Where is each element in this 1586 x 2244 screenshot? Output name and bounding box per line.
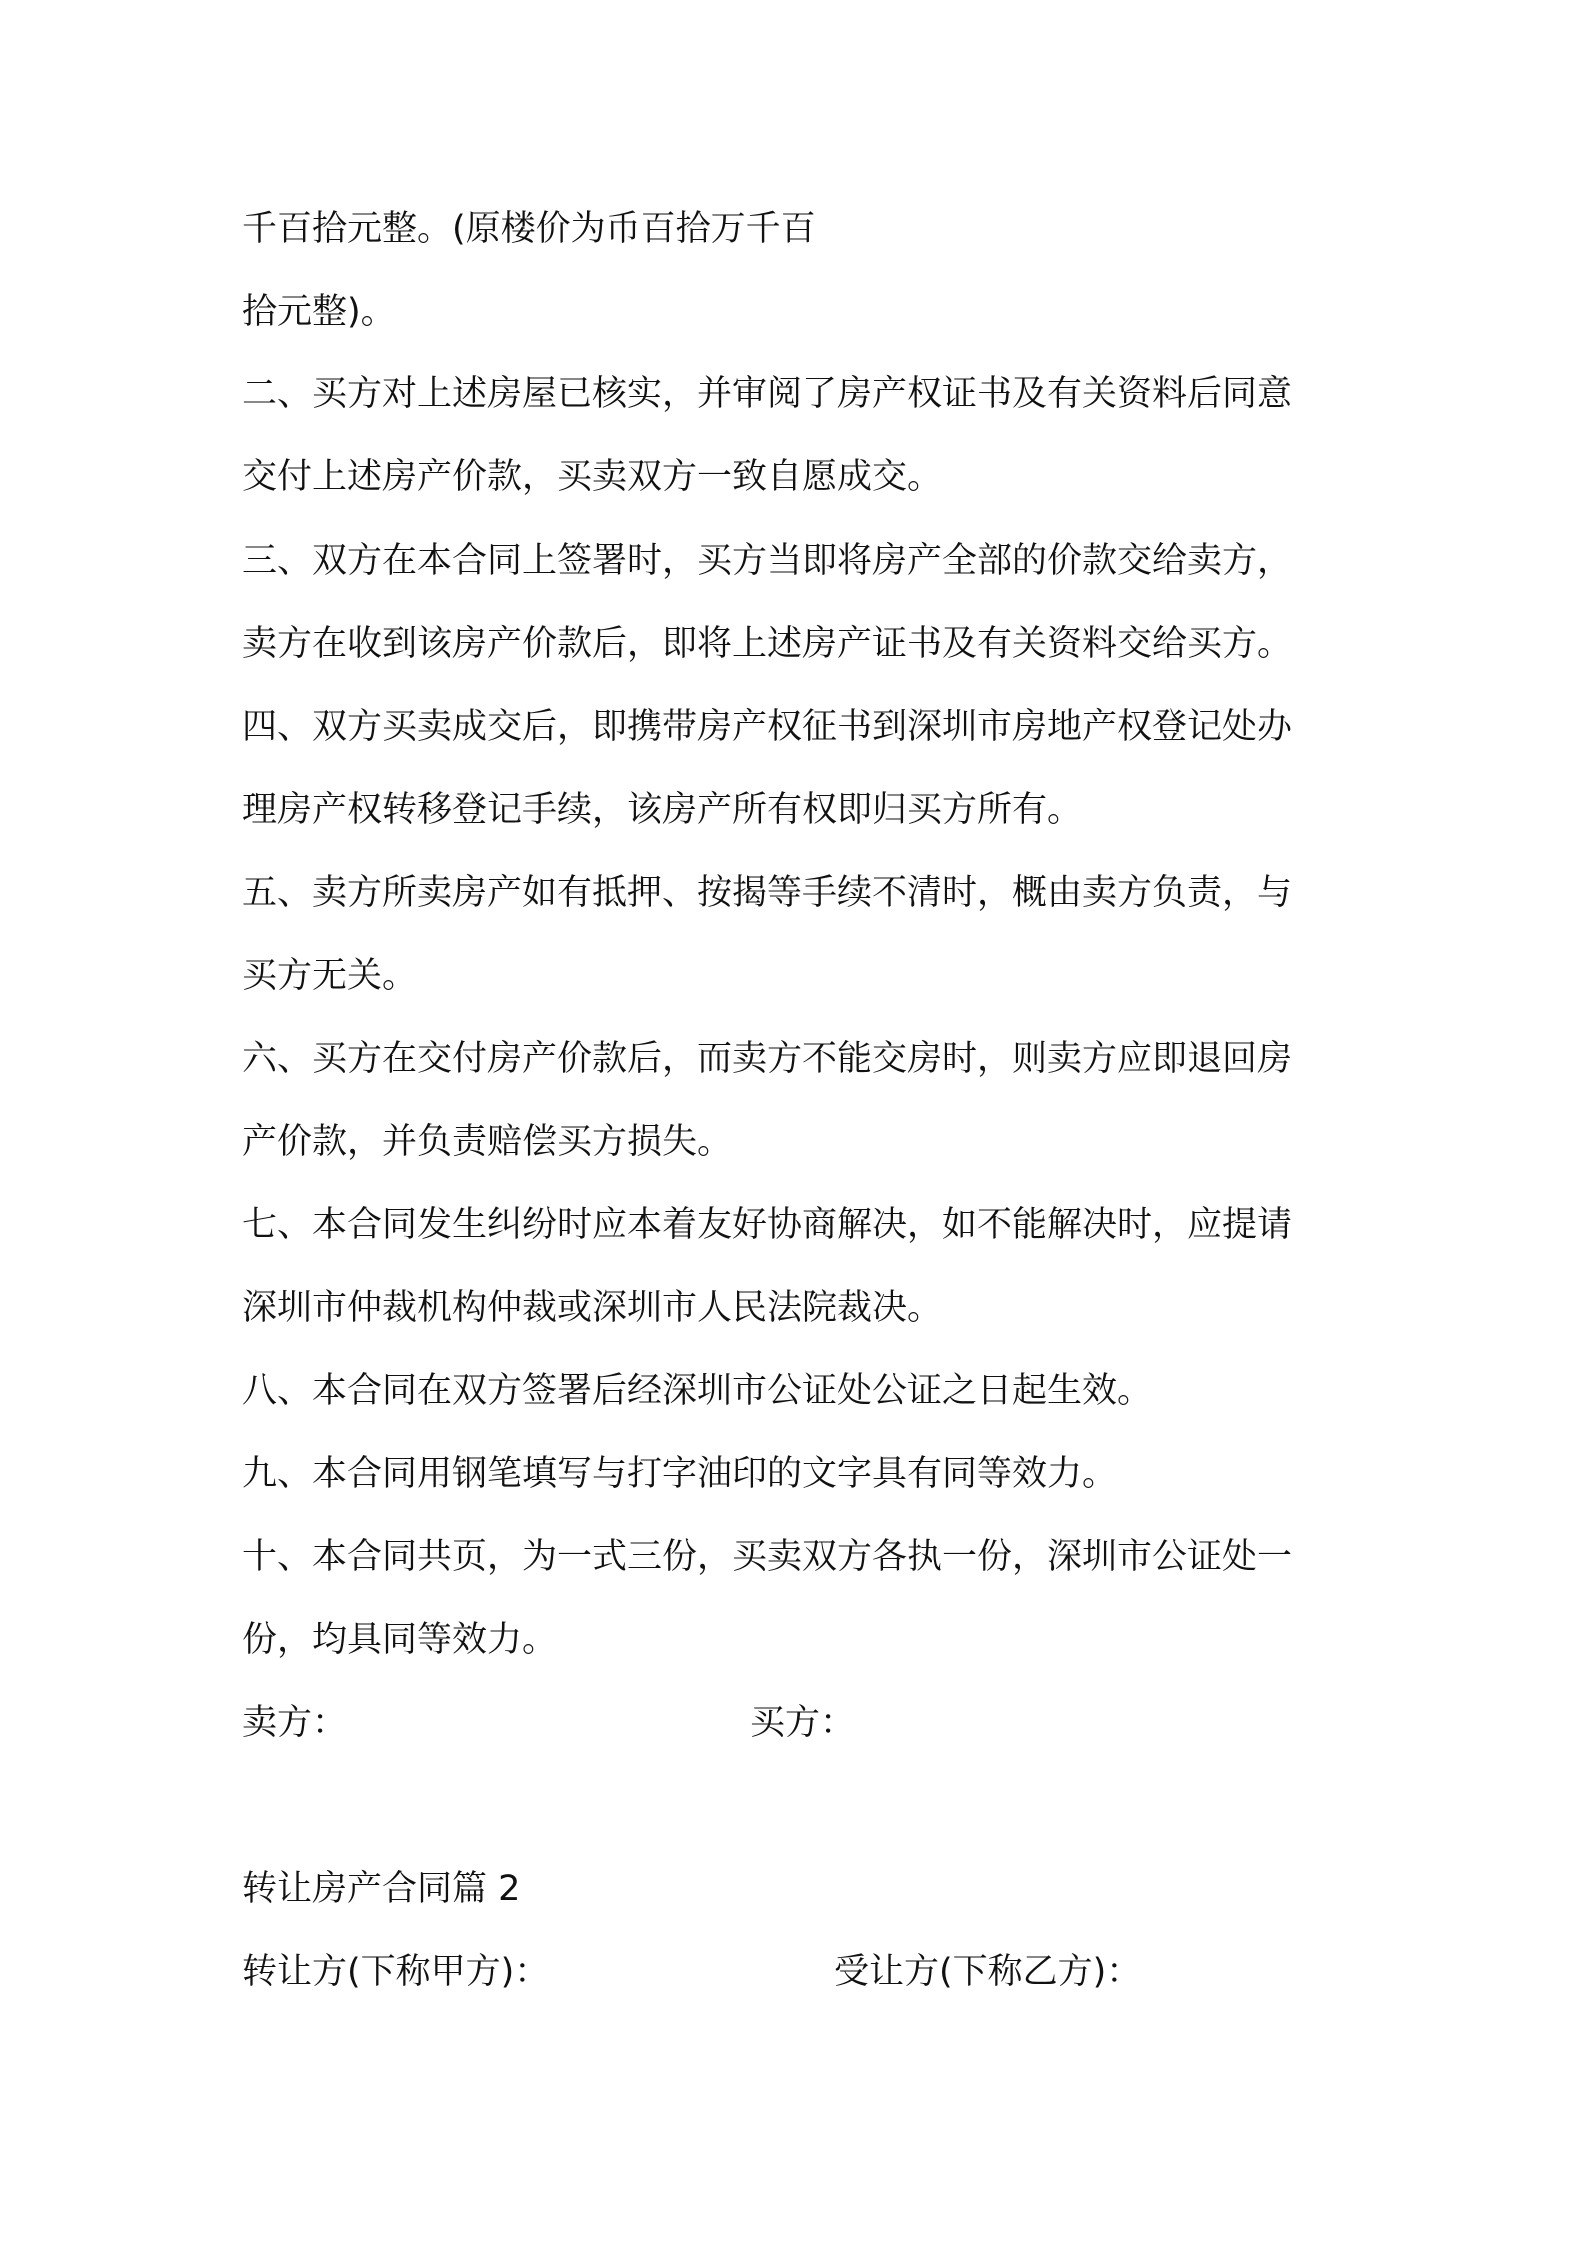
contract-clause-2: 二、买方对上述房屋已核实，并审阅了房产权证书及有关资料后同意 <box>242 374 1293 414</box>
contract-clause-3: 三、双方在本合同上签署时，买方当即将房产全部的价款交给卖方， <box>242 541 1293 581</box>
transferor-label: 转让方(下称甲方)： <box>242 1952 550 1992</box>
contract-text-line: 千百拾元整。(原楼价为币百拾万千百 <box>242 209 816 249</box>
contract-clause-10: 十、本合同共页，为一式三份，买卖双方各执一份，深圳市公证处一 <box>242 1537 1293 1577</box>
contract-text-line: 深圳市仲裁机构仲裁或深圳市人民法院裁决。 <box>242 1288 943 1328</box>
contract-text-line: 交付上述房产价款，买卖双方一致自愿成交。 <box>242 457 943 497</box>
contract-text-line: 拾元整)。 <box>242 292 396 332</box>
contract-clause-8: 八、本合同在双方签署后经深圳市公证处公证之日起生效。 <box>242 1371 1153 1411</box>
contract-clause-9: 九、本合同用钢笔填写与打字油印的文字具有同等效力。 <box>242 1454 1118 1494</box>
contract-text-line: 产价款，并负责赔偿买方损失。 <box>242 1122 733 1162</box>
contract-clause-5: 五、卖方所卖房产如有抵押、按揭等手续不清时，概由卖方负责，与 <box>242 873 1293 913</box>
contract-text-line: 份，均具同等效力。 <box>242 1620 558 1660</box>
contract-text-line: 理房产权转移登记手续，该房产所有权即归买方所有。 <box>242 790 1083 830</box>
seller-signature-label: 卖方： <box>242 1703 348 1743</box>
contract-text-line: 卖方在收到该房产价款后，即将上述房产证书及有关资料交给买方。 <box>242 624 1293 664</box>
contract-clause-4: 四、双方买卖成交后，即携带房产权征书到深圳市房地产权登记处办 <box>242 707 1293 747</box>
parties-row <box>242 1948 1362 1996</box>
contract-clause-6: 六、买方在交付房产价款后，而卖方不能交房时，则卖方应即退回房 <box>242 1039 1293 1079</box>
contract-text-line: 买方无关。 <box>242 956 418 996</box>
section-title: 转让房产合同篇 2 <box>242 1869 521 1909</box>
transferee-label: 受让方(下称乙方)： <box>834 1952 1142 1992</box>
contract-clause-7: 七、本合同发生纠纷时应本着友好协商解决，如不能解决时，应提请 <box>242 1205 1293 1245</box>
signature-row <box>242 1699 1362 1747</box>
buyer-signature-label: 买方： <box>750 1703 856 1743</box>
